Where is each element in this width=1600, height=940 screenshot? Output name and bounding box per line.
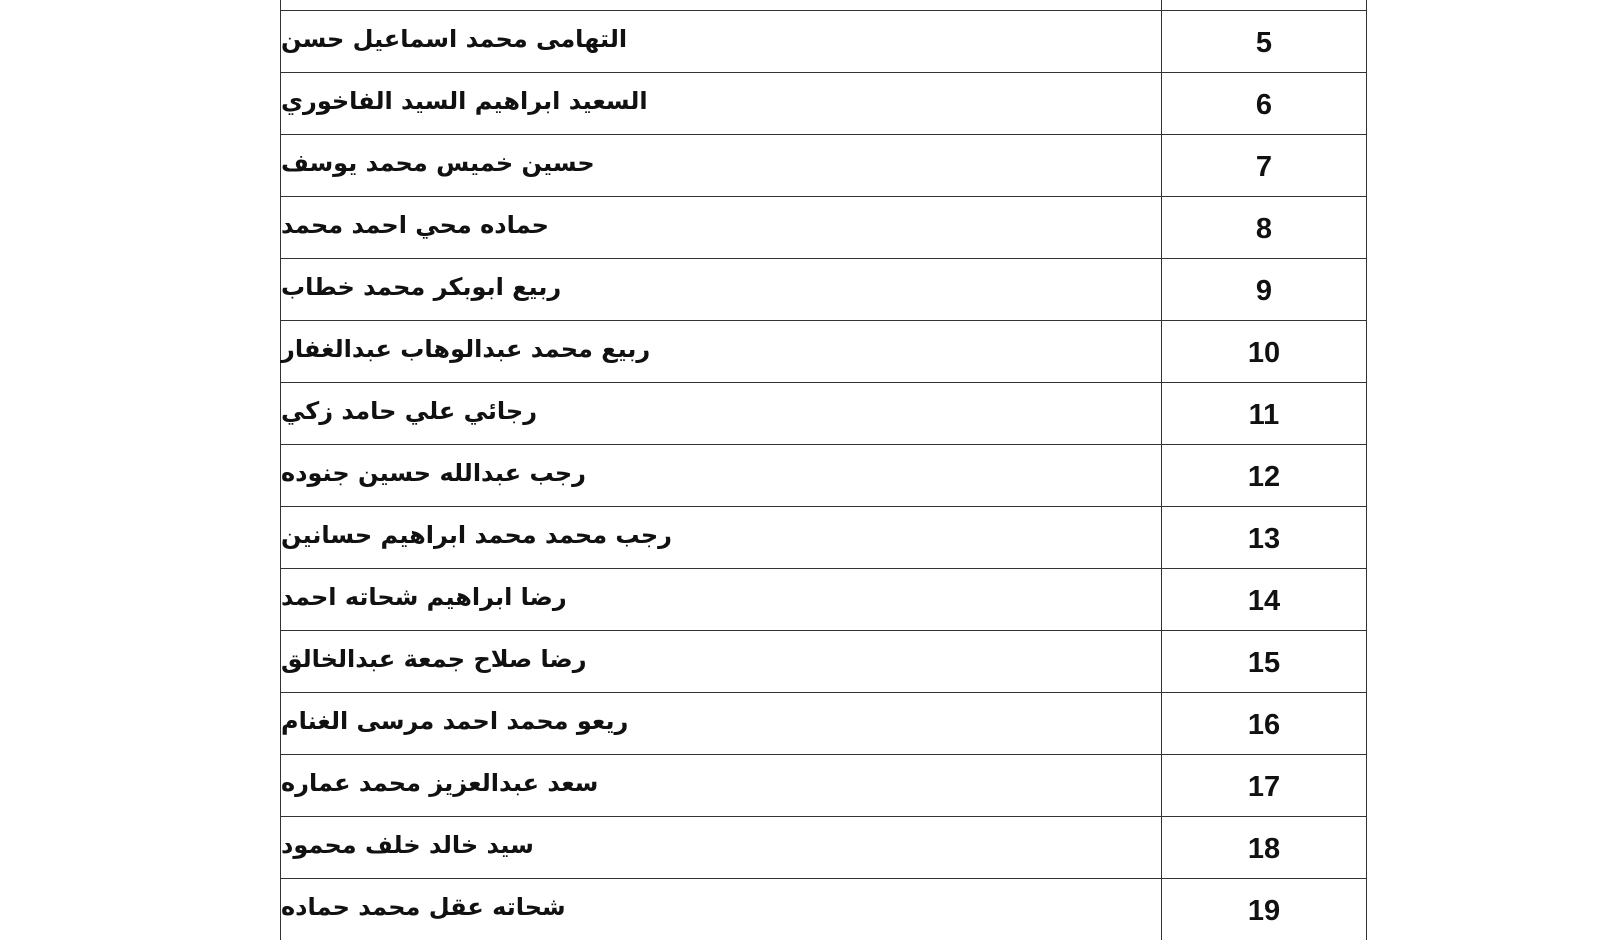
name-text: حماده محي احمد محمد (281, 210, 549, 239)
name-cell (281, 569, 1162, 630)
name-text: رجب عبدالله حسين جنوده (281, 458, 586, 487)
number-cell: 12 (1247, 461, 1281, 493)
number-cell: 7 (1255, 151, 1273, 183)
number-cell: 13 (1247, 523, 1281, 555)
name-cell (281, 11, 1162, 72)
name-text: رضا صلاح جمعة عبدالخالق (281, 644, 587, 673)
table-row (281, 258, 1366, 320)
name-cell (281, 135, 1162, 196)
number-cell: 11 (1248, 399, 1280, 431)
table-row (281, 196, 1366, 258)
number-cell: 17 (1247, 771, 1281, 803)
name-cell (281, 0, 1162, 10)
table-row (281, 72, 1366, 134)
table-row (281, 754, 1366, 816)
name-cell (281, 507, 1162, 568)
name-cell (281, 383, 1162, 444)
names-table (280, 0, 1367, 940)
name-text: حسين خميس محمد يوسف (281, 148, 595, 177)
number-cell: 5 (1255, 27, 1273, 59)
name-cell (281, 755, 1162, 816)
name-text: سعد عبدالعزيز محمد عماره (281, 768, 599, 797)
name-text: ربيع ابوبكر محمد خطاب (281, 272, 562, 301)
name-text: شحاته عقل محمد حماده (281, 892, 566, 921)
name-cell (281, 631, 1162, 692)
number-cell: 8 (1255, 213, 1273, 245)
table-row (281, 444, 1366, 506)
table-row (281, 134, 1366, 196)
number-cell: 14 (1247, 585, 1281, 617)
number-cell: 10 (1247, 337, 1281, 369)
number-cell: 19 (1247, 895, 1281, 927)
name-text: التهامى محمد اسماعيل حسن (281, 24, 628, 53)
name-text: السعيد ابراهيم السيد الفاخوري (281, 86, 648, 115)
table-row (281, 320, 1366, 382)
name-cell (281, 817, 1162, 878)
table-row (281, 10, 1366, 72)
name-text: ربيع محمد عبدالوهاب عبدالغفار (281, 334, 651, 363)
table-row (281, 382, 1366, 444)
name-text: رجب محمد محمد ابراهيم حسانين (281, 520, 672, 549)
table-row (281, 816, 1366, 878)
name-text: سيد خالد خلف محمود (281, 830, 534, 859)
name-cell (281, 197, 1162, 258)
number-cell: 9 (1255, 275, 1273, 307)
number-cell: 15 (1247, 647, 1281, 679)
name-cell (281, 73, 1162, 134)
number-cell: 6 (1255, 89, 1273, 121)
name-text: رضا ابراهيم شحاته احمد (281, 582, 567, 611)
number-cell: 18 (1247, 833, 1281, 865)
name-cell (281, 321, 1162, 382)
name-cell (281, 879, 1162, 940)
name-cell (281, 693, 1162, 754)
table-row (281, 0, 1366, 10)
number-cell: 16 (1247, 709, 1281, 741)
table-row (281, 878, 1366, 940)
name-cell (281, 445, 1162, 506)
name-text: ريعو محمد احمد مرسى الغنام (281, 706, 629, 735)
table-row (281, 630, 1366, 692)
number-cell (1162, 0, 1366, 10)
name-text: رجائي علي حامد زكي (281, 396, 538, 425)
table-row (281, 692, 1366, 754)
table-row (281, 506, 1366, 568)
name-cell (281, 259, 1162, 320)
table-row (281, 568, 1366, 630)
